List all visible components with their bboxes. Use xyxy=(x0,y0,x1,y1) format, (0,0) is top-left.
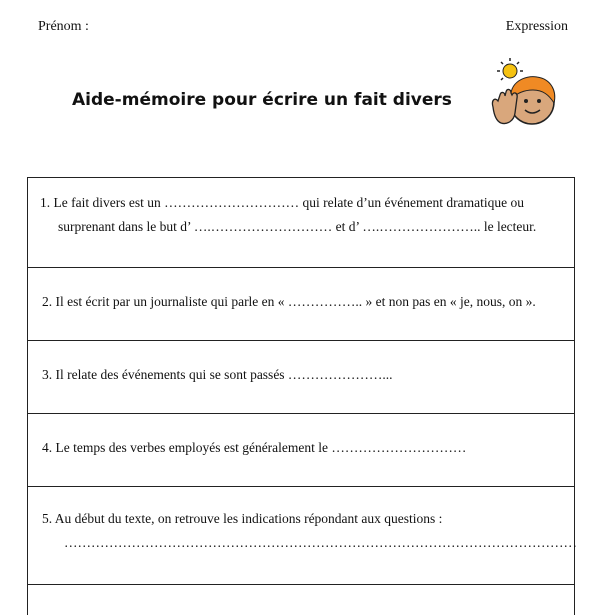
subject-label: Expression xyxy=(505,19,568,34)
list-item xyxy=(28,341,574,414)
item-1-line-2: surprenant dans le but d’ ….……………………… et d’ ….………………….. le lecteur. xyxy=(58,219,537,234)
list-item xyxy=(28,487,577,585)
item-1-line-1: 1. Le fait divers est un ………………………… qui relate d’un événement dramatique ou xyxy=(40,195,525,210)
item-5-answer-line: …………………………………………………………………………………………………… xyxy=(64,535,577,550)
item-2-text: 2. Il est écrit par un journaliste qui parle en « …………….. » et non pas en « je, nous, on ». xyxy=(42,294,536,309)
sun-icon xyxy=(497,58,523,80)
worksheet-table xyxy=(27,177,575,615)
prenom-label: Prénom : xyxy=(38,19,89,34)
item-3-text: 3. Il relate des événements qui se sont passés …………………... xyxy=(42,367,393,382)
item-5-line-1: 5. Au début du texte, on retrouve les indications répondant aux questions : xyxy=(42,511,443,526)
page-title: Aide-mémoire pour écrire un fait divers xyxy=(72,90,452,110)
child-waving-sun-icon xyxy=(485,57,560,137)
list-item xyxy=(28,178,574,268)
list-item xyxy=(28,585,574,615)
list-item xyxy=(28,268,574,341)
list-item xyxy=(28,414,574,487)
item-4-text: 4. Le temps des verbes employés est généralement le ………………………… xyxy=(42,440,467,455)
